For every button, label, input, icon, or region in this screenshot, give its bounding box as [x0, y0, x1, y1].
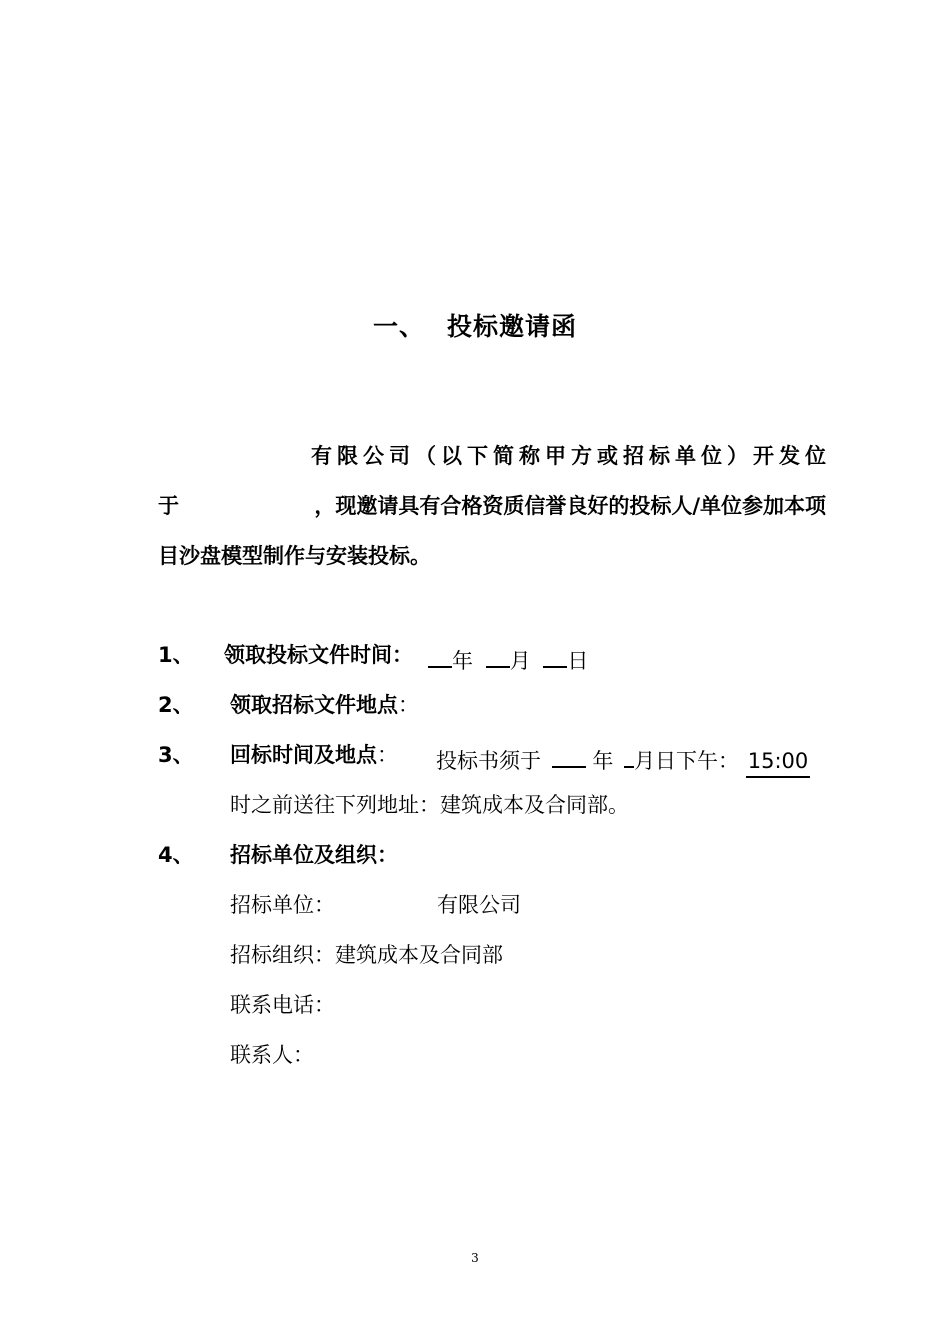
return-time-text — [436, 740, 810, 778]
intro-line-2-prefix: 于 — [158, 494, 179, 518]
item-label: 回标时间及地点 — [230, 743, 377, 767]
intro-line-2-suffix: ，现邀请具有合格资质信誉良好的投标人/单位参加本项 — [314, 494, 826, 518]
intro-line-3: 目沙盘模型制作与安装投标。 — [158, 544, 431, 568]
day-label: 日 — [567, 649, 589, 673]
blank-field — [543, 640, 567, 668]
page-title — [0, 307, 950, 343]
org-line: 招标组织：建筑成本及合同部 — [230, 943, 503, 967]
item-label: 领取投标文件时间： — [224, 643, 413, 667]
item-label: 招标单位及组织： — [230, 843, 398, 867]
month-label: 月 — [509, 649, 531, 673]
year-label: 年 — [592, 749, 614, 773]
blank-field — [552, 740, 586, 768]
page-number: 3 — [471, 1251, 479, 1265]
item-index: 3、 — [158, 743, 194, 767]
blank-field — [624, 740, 634, 768]
time-field: 15:00 — [746, 746, 811, 778]
title-text: 投标邀请函 — [447, 312, 578, 341]
list-item-3-continued: 时之前送往下列地址：建筑成本及合同部。 — [230, 793, 629, 817]
text-b: 月日下午： — [634, 749, 740, 773]
pickup-date — [428, 640, 588, 676]
item-index: 2、 — [158, 693, 194, 717]
intro-paragraph — [158, 431, 831, 581]
item-colon: ： — [398, 693, 419, 717]
item-label-group — [230, 690, 419, 720]
item-label-group — [230, 740, 398, 770]
item-index: 1、 — [158, 643, 194, 667]
text-a: 投标书须于 — [436, 749, 541, 773]
unit-line — [230, 890, 521, 920]
year-label: 年 — [452, 649, 473, 673]
contact-line: 联系人： — [230, 1043, 314, 1067]
phone-line: 联系电话： — [230, 993, 335, 1017]
title-number: 一、 — [372, 312, 425, 341]
intro-line-2 — [158, 481, 826, 531]
intro-line-1: 有限公司（以下简称甲方或招标单位）开发位 — [311, 444, 831, 468]
unit-label: 招标单位： — [230, 893, 335, 917]
blank-field — [486, 640, 510, 668]
item-colon: ： — [377, 743, 398, 767]
unit-value: 有限公司 — [437, 893, 521, 917]
blank-field — [428, 640, 452, 668]
item-index: 4、 — [158, 843, 194, 867]
item-label: 领取招标文件地点 — [230, 693, 398, 717]
